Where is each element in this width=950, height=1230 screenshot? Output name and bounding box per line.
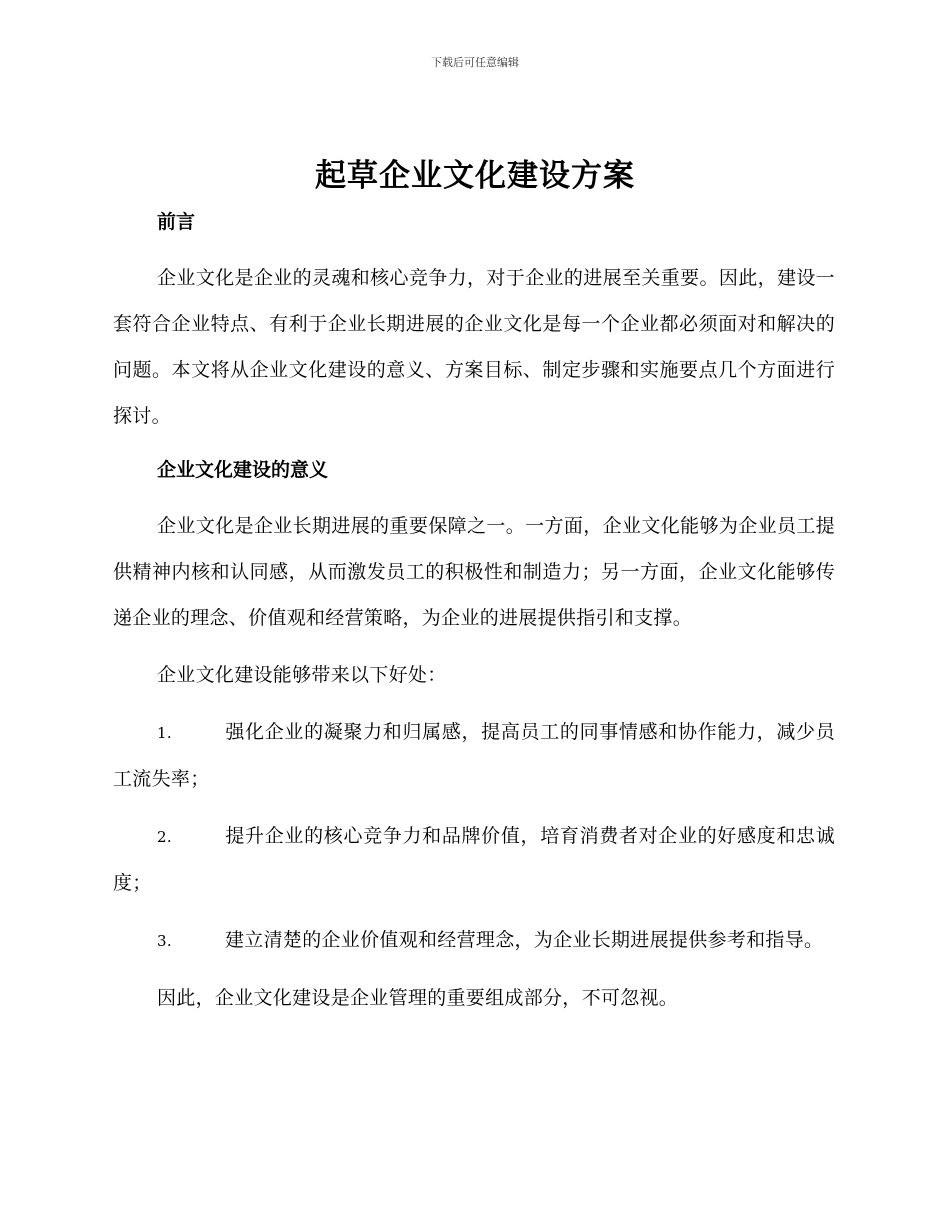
benefit-item-1 (113, 709, 835, 802)
benefits-intro: 企业文化建设能够带来以下好处： (157, 664, 447, 686)
benefit-number: 1. (157, 724, 172, 742)
meaning-paragraph: 企业文化是企业长期进展的重要保障之一。一方面，企业文化能够为企业员工提供精神内核和认同感，从而激发员工的积极性和制造力；另一方面，企业文化能够传递企业的理念、价值观和经营策略，为企业的进展提供指引和支撑。 (113, 515, 835, 629)
document-title: 起草企业文化建设方案 (315, 158, 635, 194)
benefit-number: 3. (157, 932, 172, 950)
benefit-item-2 (113, 813, 835, 906)
preface-heading: 前言 (157, 211, 196, 233)
document-body (113, 202, 835, 1032)
meaning-heading: 企业文化建设的意义 (157, 459, 329, 481)
preface-paragraph: 企业文化是企业的灵魂和核心竞争力，对于企业的进展至关重要。因此，建设一套符合企业特点、有利于企业长期进展的企业文化是每一个企业都必须面对和解决的问题。本文将从企业文化建设的意义、方案目标、制定步骤和实施要点几个方面进行探讨。 (113, 267, 835, 427)
benefit-item-3 (113, 917, 835, 964)
benefit-number: 2. (157, 828, 172, 846)
header-note: 下载后可任意编辑 (431, 56, 519, 69)
conclusion-paragraph: 因此，企业文化建设是企业管理的重要组成部分，不可忽视。 (157, 987, 679, 1009)
benefit-text: 提升企业的核心竞争力和品牌价值，培育消费者对企业的好感度和忠诚度； (113, 825, 835, 894)
benefit-text: 建立清楚的企业价值观和经营理念，为企业长期进展提供参考和指导。 (225, 929, 824, 951)
benefit-text: 强化企业的凝聚力和归属感，提高员工的同事情感和协作能力，减少员工流失率； (113, 721, 835, 790)
